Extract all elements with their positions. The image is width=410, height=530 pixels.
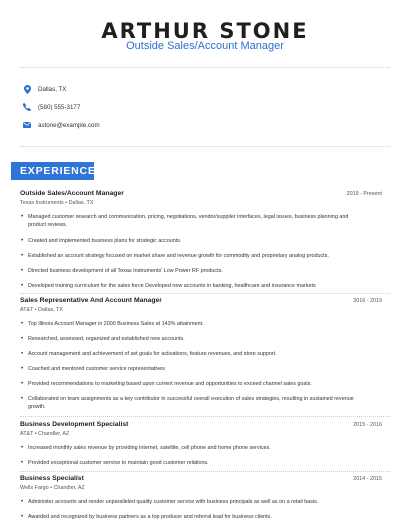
contact-email [23,119,223,131]
job-bullet: • Account management and achievement of set goals for activations, feature revenues, and store support. [21,351,277,357]
job-bullet: • Provided recommendations to marketing based upon current revenue and opportunities to exceed channel sales goals. [21,381,312,387]
job-dates: 2016 - 2019 [353,298,382,304]
candidate-title: Outside Sales/Account Manager [126,40,284,52]
job-bullet: • Increased monthly sales revenue by providing internet, satellite, cell phone and home phone services. [21,445,271,451]
job-bullet: • Provided exceptional customer service to maintain good customer relations. [21,460,209,466]
job-bullet: • Collaborated on team assignments as a key contributor in successful overall execution of sales strategies, resulting in sustained revenue growth. [21,396,354,411]
job-title: Business Specialist [20,475,84,482]
map-pin-icon [23,85,31,94]
phone-text: (580) 555-3177 [38,103,81,111]
job-bullet: • Coached and mentored customer service representatives [21,366,165,372]
job-bullet: • Created and implemented business plans for strategic accounts. [21,238,182,244]
job-bullet: • Managed customer research and communication, pricing, negotiations, vendor/supplier interfaces, legal issues, business planning and product reviews. [21,214,349,229]
job-bullet: • Researched, assessed, organized and established new accounts. [21,336,185,342]
job-bullet: • Established an account strategy focused on market share and revenue growth for commodity and proprietary analog products. [21,253,329,259]
contact-phone [23,101,223,113]
phone-icon [23,103,31,112]
job-bullet: • Awarded and recognized by business partners as a top producer and referral lead for business clients. [21,514,272,520]
job-employer: AT&T • Chandler, AZ [20,431,70,437]
email-text: astone@example.com [38,121,100,129]
job-bullet: • Developed training curriculum for the sales force Developed new accounts in banking, healthcare and insurance markets [21,283,316,289]
job-bullet: • Administer accounts and render unparalleled quality customer service with business principals as well as on a retail basis. [21,499,319,505]
job-title: Outside Sales/Account Manager [20,190,124,197]
divider [20,146,390,147]
section-heading-experience: EXPERIENCE [11,162,94,180]
divider [20,67,390,68]
location-text: Dallas, TX [38,85,67,93]
divider [20,293,390,294]
job-employer: AT&T • Dallas, TX [20,307,63,313]
job-employer: Wells Fargo • Chandler, AZ [20,485,85,491]
job-employer: Texas Instruments • Dallas, TX [20,200,94,206]
job-title: Business Development Specialist [20,421,129,428]
job-dates: 2015 - 2016 [353,422,382,428]
job-title: Sales Representative And Account Manager [20,297,162,304]
job-dates: 2014 - 2015 [353,476,382,482]
divider [20,416,390,417]
envelope-icon [23,121,31,130]
contact-location [23,83,223,95]
candidate-name: ARTHUR STONE [101,19,309,43]
divider [20,471,390,472]
job-dates: 2019 - Present [346,191,382,197]
job-bullet: • Top Illinois Account Manager in 2000 Business Sales at 143% attainment. [21,321,204,327]
job-bullet: • Directed business development of all Texas Instruments' Low Power RF products. [21,268,223,274]
